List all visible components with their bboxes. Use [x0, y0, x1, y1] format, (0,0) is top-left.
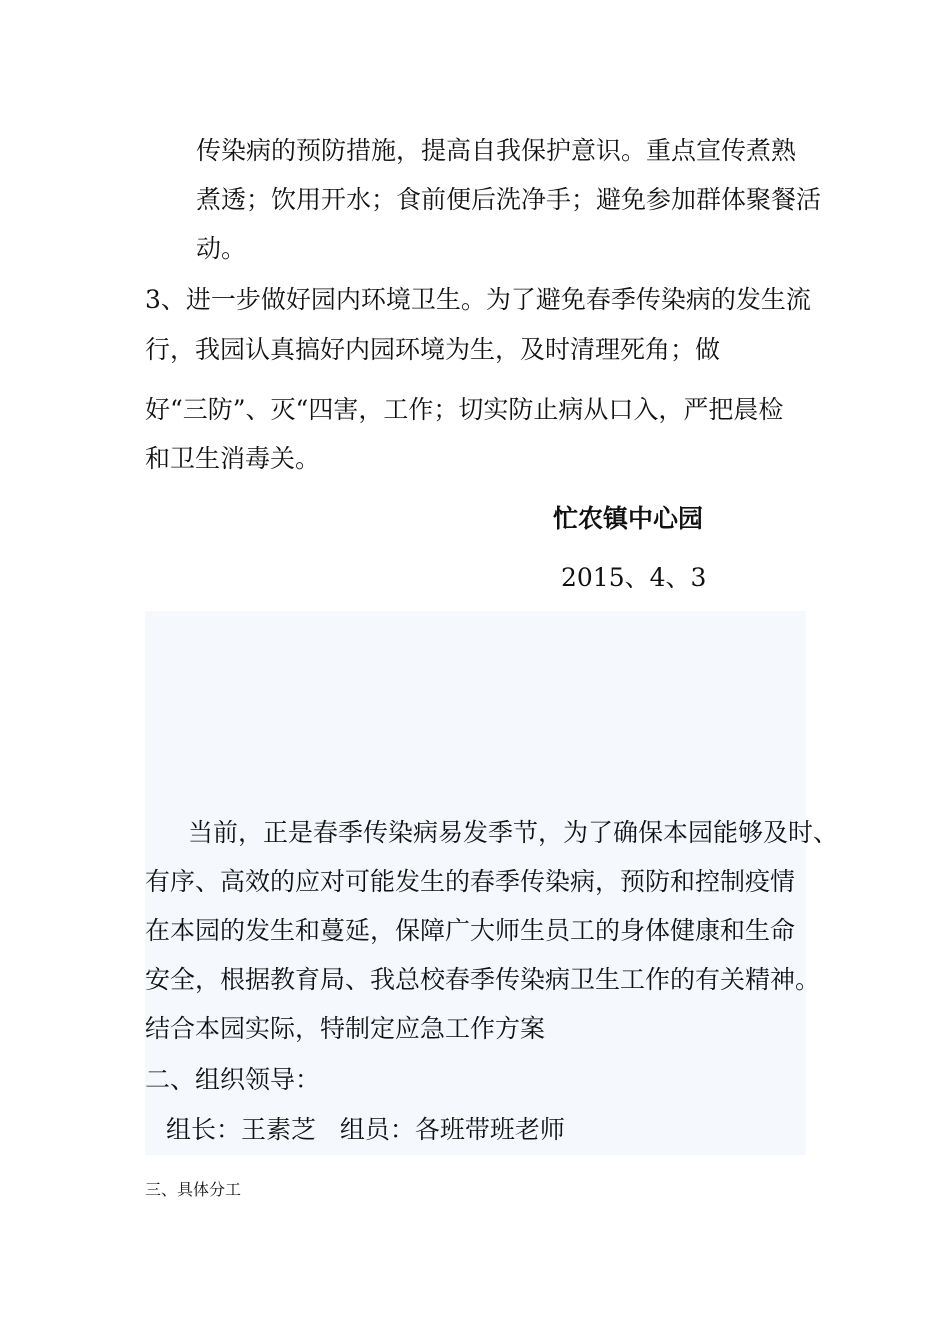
- section-members: 组长：王素芝 组员：各班带班老师: [166, 1115, 565, 1144]
- paragraph-line: 有序、高效的应对可能发生的春季传染病，预防和控制疫情: [145, 867, 796, 896]
- signature-organization: 忙农镇中心园: [553, 504, 704, 533]
- paragraph-line: 结合本园实际，特制定应急工作方案: [145, 1014, 546, 1043]
- section-heading: 二、组织领导：: [145, 1065, 321, 1094]
- paragraph-line: 煮透；饮用开水；食前便后洗净手；避免参加群体聚餐活: [196, 185, 822, 214]
- signature-date: 2015、4、3: [561, 563, 707, 592]
- paragraph-line: 动。: [196, 234, 247, 263]
- paragraph-line: 和卫生消毒关。: [145, 444, 321, 473]
- paragraph-line: 安全，根据教育局、我总校春季传染病卫生工作的有关精神。: [145, 965, 821, 994]
- paragraph-line: 好“三防”、灭“四害，工作；切实防止病从口入，严把晨检: [145, 395, 784, 424]
- paragraph-line: 3、进一步做好园内环境卫生。为了避免春季传染病的发生流: [145, 285, 811, 314]
- section-heading-small: 三、具体分工: [145, 1180, 242, 1199]
- paragraph-line: 当前，正是春季传染病易发季节，为了确保本园能够及时、: [188, 818, 839, 847]
- paragraph-line: 在本园的发生和蔓延，保障广大师生员工的身体健康和生命: [145, 916, 796, 945]
- paragraph-line: 行，我园认真搞好内园环境为生，及时清理死角；做: [145, 335, 721, 364]
- paragraph-line: 传染病的预防措施，提高自我保护意识。重点宣传煮熟: [196, 136, 797, 165]
